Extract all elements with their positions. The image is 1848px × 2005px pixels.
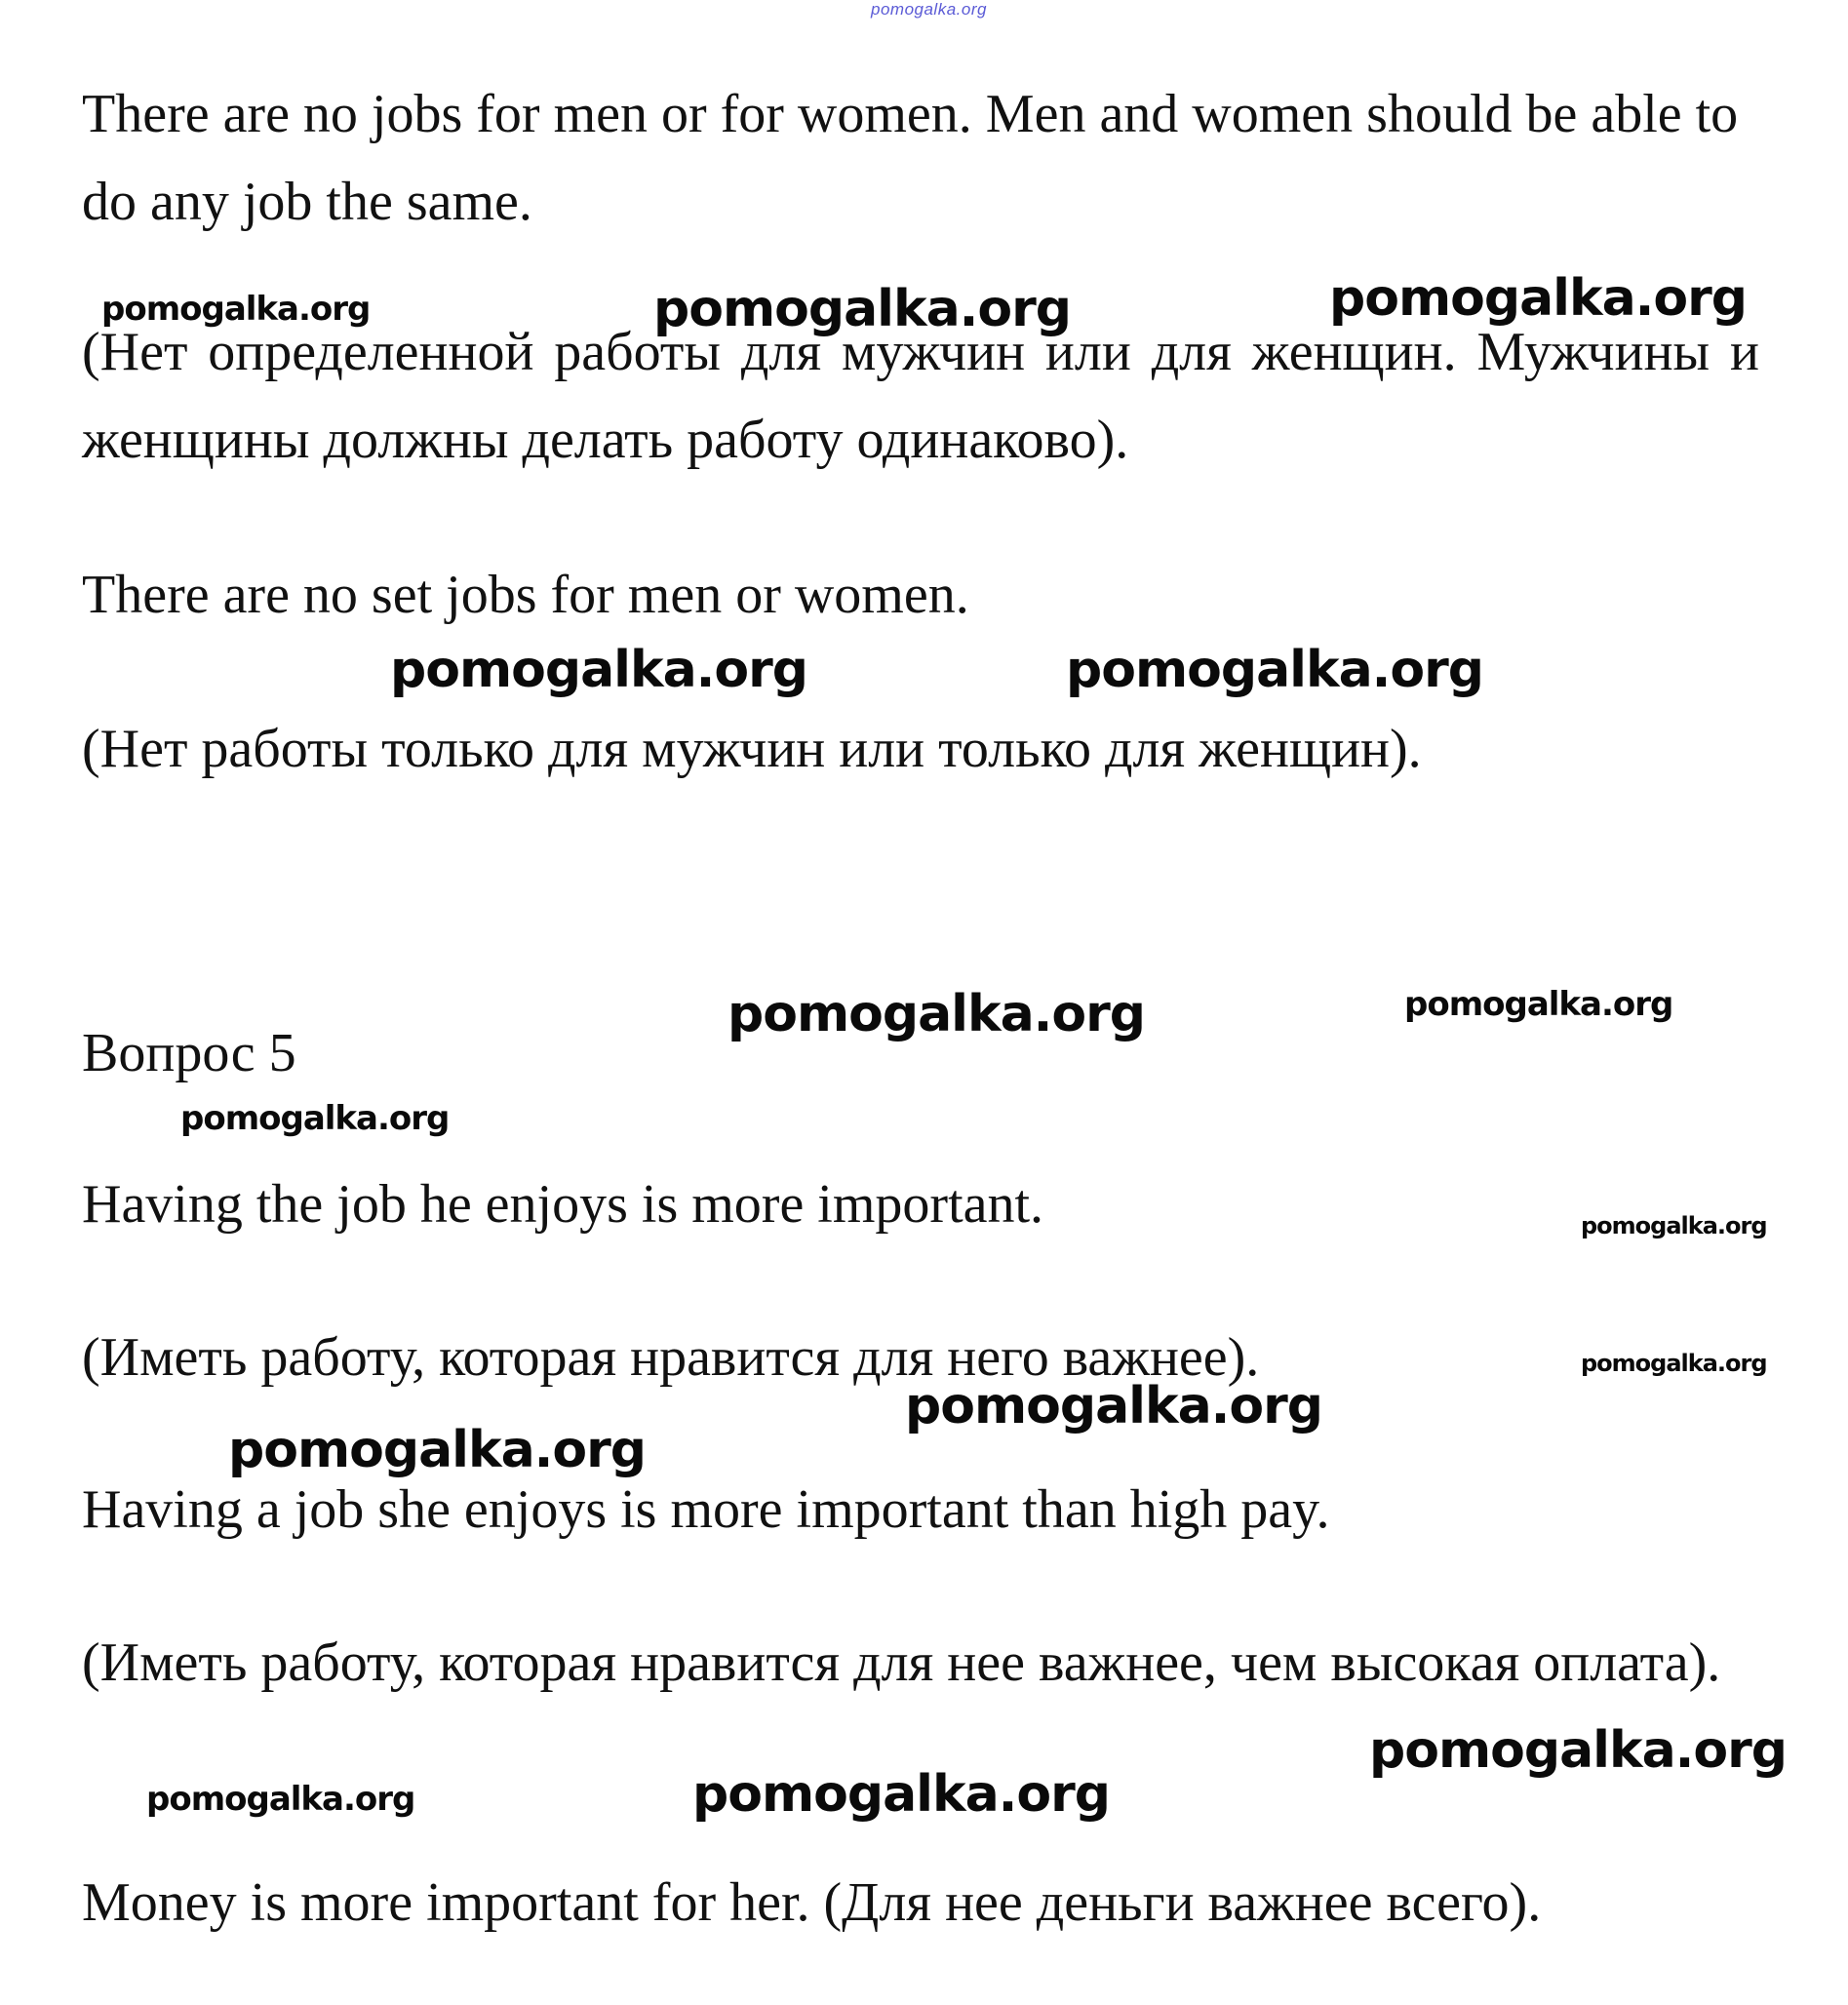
watermark: pomogalka.org [228, 1421, 647, 1479]
paragraph-4: (Нет работы только для мужчин или только для женщин). [82, 719, 1422, 779]
paragraph-9: Money is more important for her. (Для нее деньги важнее всего). [82, 1872, 1542, 1933]
watermark: pomogalka.org [1066, 641, 1484, 699]
watermark: pomogalka.org [180, 1099, 450, 1138]
watermark: pomogalka.org [692, 1765, 1111, 1824]
paragraph-8: (Иметь работу, которая нравится для нее важнее, чем высокая оплата). [82, 1632, 1721, 1693]
watermark: pomogalka.org [1404, 985, 1673, 1024]
watermark: pomogalka.org [1581, 1350, 1767, 1377]
watermark: pomogalka.org [1369, 1721, 1788, 1780]
paragraph-7: Having a job she enjoys is more important than high pay. [82, 1479, 1330, 1540]
watermark: pomogalka.org [390, 641, 808, 699]
question-heading: Вопрос 5 [82, 1023, 296, 1083]
paragraph-6: (Иметь работу, которая нравится для него важнее). [82, 1327, 1260, 1388]
paragraph-5: Having the job he enjoys is more important. [82, 1174, 1044, 1235]
paragraph-2: (Нет определенной работы для мужчин или для женщин. Мужчины и женщины должны делать работу одинаково). [82, 322, 1759, 470]
watermark: pomogalka.org [1581, 1212, 1767, 1239]
watermark: pomogalka.org [727, 985, 1146, 1043]
watermark: pomogalka.org [146, 1780, 415, 1819]
watermark: pomogalka.org [905, 1377, 1323, 1435]
watermark: pomogalka.org [653, 280, 1072, 338]
site-link[interactable]: pomogalka.org [871, 0, 987, 19]
paragraph-3: There are no set jobs for men or women. [82, 565, 969, 625]
watermark: pomogalka.org [1329, 269, 1748, 328]
paragraph-1: There are no jobs for men or for women. Men and women should be able to do any job the same. [82, 84, 1739, 232]
watermark: pomogalka.org [101, 290, 371, 329]
